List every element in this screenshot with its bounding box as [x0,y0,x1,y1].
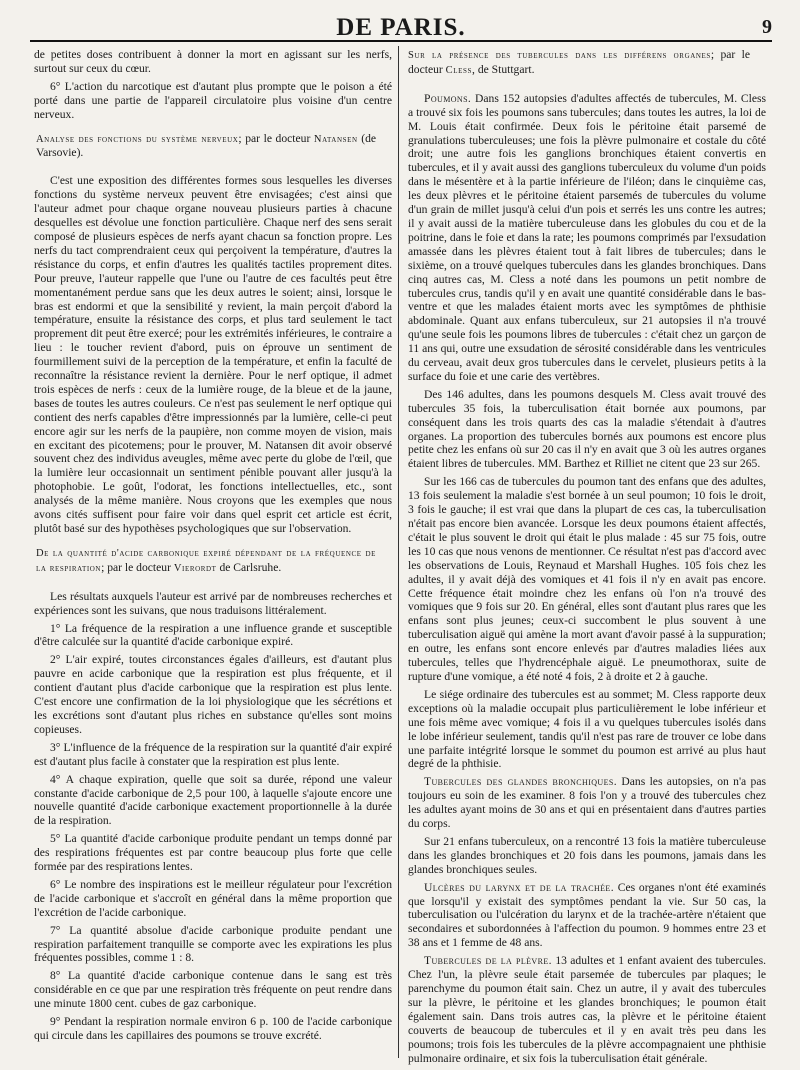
page-header [30,6,772,42]
paragraph-text: Des 146 adultes, dans les poumons desquels M. Cless avait trouvé des tubercules 35 fois, la tuberculisation était bornée aux poumons, par conséquent dans les trois quarts des cas la maladie s'étendait à d'autres organes. La proportion des tubercules bornés aux poumons est encore plus petite chez les enfans où sur 20 cas il n'y en avait que 3 où les autres organes étaient libres de tubercules. MM. Barthez et Rilliet ne citent que 23 sur 265. [408,387,766,471]
finding-item: 2° L'air expiré, toutes circonstances égales d'ailleurs, est d'autant plus pauvre en acide carbonique que la respiration est plus fréquente, et il contient d'autant plus d'acide carbonique que la respiration est plus lente. C'est encore une confirmation de la loi physiologique que les sécrétions et les excrétions sont d'autant plus riches en substance qu'elles sont moins copieuses. [34,653,392,736]
article-paragraph [408,688,766,771]
paragraph-continued: de petites doses contribuent à donner la mort en agissant sur les nerfs, surtout sur ceux du cœur. [34,48,392,75]
article-title: Analyse des fonctions du système nerveux [36,133,239,145]
article-paragraph [408,775,766,831]
article-byline: ; par le docteur [408,48,750,76]
article-byline: ; par le docteur [238,131,314,145]
paragraph-text: Dans 152 autopsies d'adultes affectés de tubercules, M. Cless a trouvé six fois les poumons sans tubercules; dans toutes les autres, la loi de M. Louis était confirmée. Deux fois le péritoine était parsemé de granulations tuberculeuses; une fois la plèvre pulmonaire et costale du côté droit; une autre fois les ganglions bronchiques étaient convertis en tubercules, et il y avait aussi des ganglions tuberculeux du volume d'un poids dans le mésentère et à la partie inférieure de l'iléon; dans le cinquième cas, les deux plèvres et le péritoine étaient parsemés de tubercules du volume d'un grain de millet jusqu'à celui d'un pois et serrés les uns contre les autres; il y avait aussi de la matière tuberculeuse dans les globules du cou et de la poitrine, dans le foie et dans la rate; les poumons comprimés par l'exsudation amassée dans les plèvres étaient tout à fait libres de tubercules; dans le sixième, on a trouvé quelques tubercules dans les glandes bronchiques. Dans cinq autres cas, M. Cless a noté dans les poumons un petit nombre de tubercules crus, tandis qu'il y en avait une quantité considérable dans le bas-ventre et que les malades étaient morts avec les symptômes de phthisie abdominale. Quant aux enfans tuberculeux, sur 21 autopsies il n'a trouvé qu'une seule fois les poumons libres de tubercules : c'était chez un garçon de 11 ans qui, outre une exsudation de sérosité considérable dans les ventricules du cerveau, avait deux gros tubercules dans le cervelet, plusieurs petits à la surface du foie et une carie des vertèbres. [408,91,766,383]
paragraph-point-6: 6° L'action du narcotique est d'autant plus prompte que le poison a été porté dans une partie de l'appareil circulatoire plus voisine d'un centre nerveux. [34,79,392,121]
article-title: Sur la présence des tubercules dans les différens organes [408,50,711,61]
page-number: 9 [762,16,772,38]
section-lead: Tubercules des glandes bronchiques. [424,775,618,789]
article-paragraph [408,92,766,384]
article-paragraph [408,954,766,1065]
running-title: DE PARIS. [336,14,466,41]
article-byline: ; par le docteur [101,560,174,574]
paragraph-text: Sur les 166 cas de tubercules du poumon tant des enfans que des adultes, 13 fois seulement la maladie s'est bornée à un seul poumon; 10 fois le droit, 3 fois le gauche; il est vrai que dans la plupart de ces cas, la tuberculisation n'était pas encore bien avancée. Lorsque les deux poumons étaient affectés, c'était le plus souvent le droit qui était le plus malade : 45 sur 75 fois, outre les 10 cas que nous venons de mentionner. Ce résultat n'est pas d'accord avec les observations de Louis, Reynaud et Marshall Hughes. 105 fois chez les adultes, il y avait déjà des vomiques et 41 fois il n'y en avait pas encore. Cette fréquence était moindre chez les enfans où l'on n'a trouvé des vomiques que 9 fois sur 20. En général, elles sont d'autant plus rares que les enfans sont plus jeunes; ceux-ci succombent le plus souvent à une tuberculisation aiguë qui amène la mort avant d'avoir passé à la suppuration; en outre, les enfans sont encore enlevés par d'autres maladies liées aux tubercules, telles que l'hydrencéphale aiguë. Le pneumothorax, suite de rupture d'une vomique, a été noté 4 fois, 2 à droite et 2 à gauche. [408,475,766,683]
article-place: , de Stuttgart. [472,62,535,76]
finding-item: 1° La fréquence de la respiration a une influence grande et susceptible d'être calculée sur la quantité d'acide carbonique expiré. [34,621,392,649]
article-heading-nervous-system [34,132,392,161]
paragraph-text: Dans les autopsies, on n'a pas toujours eu soin de les examiner. 8 fois l'on y a trouvé des tubercules chez les adultes ayant moins de 30 ans et qui en présentaient dans d'autres parties du corps. [408,775,766,831]
finding-item: 4° A chaque expiration, quelle que soit sa durée, répond une valeur constante d'acide carbonique de 2,5 pour 100, à laquelle s'ajoute encore une nouvelle quantité d'acide carbonique exactement proportionnelle à la durée de la respiration. [34,772,392,828]
article-heading-carbonic-acid [34,546,392,576]
article-author: Natansen [313,133,358,145]
article-intro: Les résultats auxquels l'auteur est arrivé par de nombreuses recherches et expériences sont les suivans, que nous traduisons littéralement. [34,589,392,617]
tubercles-article-body [408,92,766,1066]
article-paragraph [408,475,766,684]
section-lead: Tubercules de la plèvre. [424,954,552,968]
paragraph-text: 13 adultes et 1 enfant avaient des tubercules. Chez l'un, la plèvre seule était parsemée de tubercules par plaques; le parenchyme du poumon était sain. Chez un autre, il y avait des tubercules sur la plèvre, le péritoine et les glandes bronchiques; le poumon était également sain. Dans trois autres cas, la plèvre et le péritoine étaient couverts de beaucoup de tubercules et il y en avait très peu dans les poumons; trois fois les tubercules de la plèvre accompagnaient une phthisie pulmonaire ordinaire, et six fois la tuberculisation était générale. [408,954,766,1065]
finding-item: 7° La quantité absolue d'acide carbonique produite pendant une respiration parfaitement tranquille se comporte avec les expirations les plus fréquentes possibles, comme 1 : 8. [34,923,392,965]
article-author: Vierordt [173,562,217,574]
section-lead: Ulcères du larynx et de la trachée. [424,880,614,894]
paragraph-text: Sur 21 enfans tuberculeux, on a rencontré 13 fois la matière tuberculeuse dans les glandes bronchiques et 20 fois dans les poumons, jamais dans les glandes bronchiques seules. [408,834,766,876]
article-place: de Carlsruhe. [216,560,282,574]
article-place: (de Varsovie). [36,131,377,160]
article-heading-tubercles [408,48,766,78]
paragraph-text: Ces organes n'ont été examinés que lorsqu'il y existait des symptômes pendant la vie. Sur 50 cas, la tuberculisation ou l'ulcération du larynx et de la trachée-artère n'étaient que secondaires et subordonnées à l'affection du poumon. 9 hommes entre 23 et 38 ans et 1 femme de 48 ans. [408,880,766,950]
finding-item: 8° La quantité d'acide carbonique contenue dans le sang est très considérable en ce que par une respiration très fréquente on peut rendre dans une minute 1800 cent. cubes de gaz carbonique. [34,969,392,1011]
article-author: Cless [445,64,473,76]
finding-item: 9° Pendant la respiration normale environ 6 p. 100 de l'acide carbonique qui circule dans les capillaires des poumons se trouve excrété. [34,1015,392,1042]
finding-item: 6° Le nombre des inspirations est le meilleur régulateur pour l'excrétion de l'acide carbonique et s'accroît en général dans la même proportion que l'excrétion de l'acide carbonique. [34,877,392,919]
finding-item: 3° L'influence de la fréquence de la respiration sur la quantité d'air expiré est d'autant plus facile à constater que la respiration est plus lente. [34,740,392,768]
left-column [34,48,392,1058]
section-lead: Poumons. [424,91,472,105]
article-paragraph [408,835,766,877]
article-paragraph [408,388,766,471]
article-title: De la quantité d'acide carbonique expiré dépendant de la fréquence de la respiration [36,547,376,574]
column-divider [398,46,399,1058]
paragraph-text: Le siége ordinaire des tubercules est au sommet; M. Cless rapporte deux exceptions où la maladie occupait plus particulièrement le lobe inférieur et une fois même avec vomique; 4 fois il a vu quelques tubercules isolés dans le lobe inférieur seulement, tandis qu'il n'est pas rare de trouver ce lobe dans une parfaite intégrité lorsque le sommet du poumon est arrivé au plus haut degré de la phthisie. [408,687,766,771]
article-paragraph [408,881,766,951]
finding-item: 5° La quantité d'acide carbonique produite pendant un temps donné par des respirations fréquentes est par contre beaucoup plus forte que celle formée par des respirations lentes. [34,832,392,874]
numbered-findings [34,622,392,1043]
article-body: C'est une exposition des différentes formes sous lesquelles les diverses fonctions du système nerveux peuvent être envisagées; c'est ainsi que l'auteur admet pour chaque organe nouveau plusieurs parties à chacune desquelles est dévolue une fonction particulière. Chaque nerf des sens serait composé de plusieurs espèces de nerfs ayant chacun sa fonction propre. Les nerfs du tact comprendraient ceux qui perçoivent la température, d'autres la résistance du corps, et enfin d'autres les qualités tactiles proprement dites. Pour preuve, l'auteur rappelle que l'une ou l'autre de ces facultés peut être momentanément perdue sans que les deux autres le soient; ainsi, lorsque le bras est endormi et que la sensibilité y revient, la main perçoit d'abord la température, ensuite la résistance des corps, et plus tard seulement le tact proprement dit peut être exercé; pour les extrémités inférieures, le contraire a lieu : le toucher revient d'abord, puis on éprouve un sentiment de fourmillement suivi de la perception de la température, et enfin la faculté de reconnaître la résistance revient la dernière. Pour le nerf optique, il admet trois espèces de nerfs : ceux de la lumière rouge, de la bleue et de la jaune, bases de toutes les autres couleurs. Ce n'est pas seulement le nerf optique qui contient des nerfs capables d'être impressionnés par la lumière, celle-ci peut encore agir sur les nerfs de la paupière, non comme moyen de vision, mais en excitant des picotemens; pour le prouver, M. Natansen dit avoir observé souvent chez des individus aveugles, même avec perte du globe de l'œil, que la lumière leur occasionnait un sentiment pénible pouvant aller jusqu'à la photophobie. Le goût, l'odorat, les fonctions intellectuelles, etc., sont analysés de la même manière. Nous croyons que les exemples que nous avons cités suffisent pour faire voir dans quel esprit cet article est écrit, plutôt basé sur des hypothèses psychologiques que sur l'observation. [34,174,392,535]
right-column [408,48,766,1065]
